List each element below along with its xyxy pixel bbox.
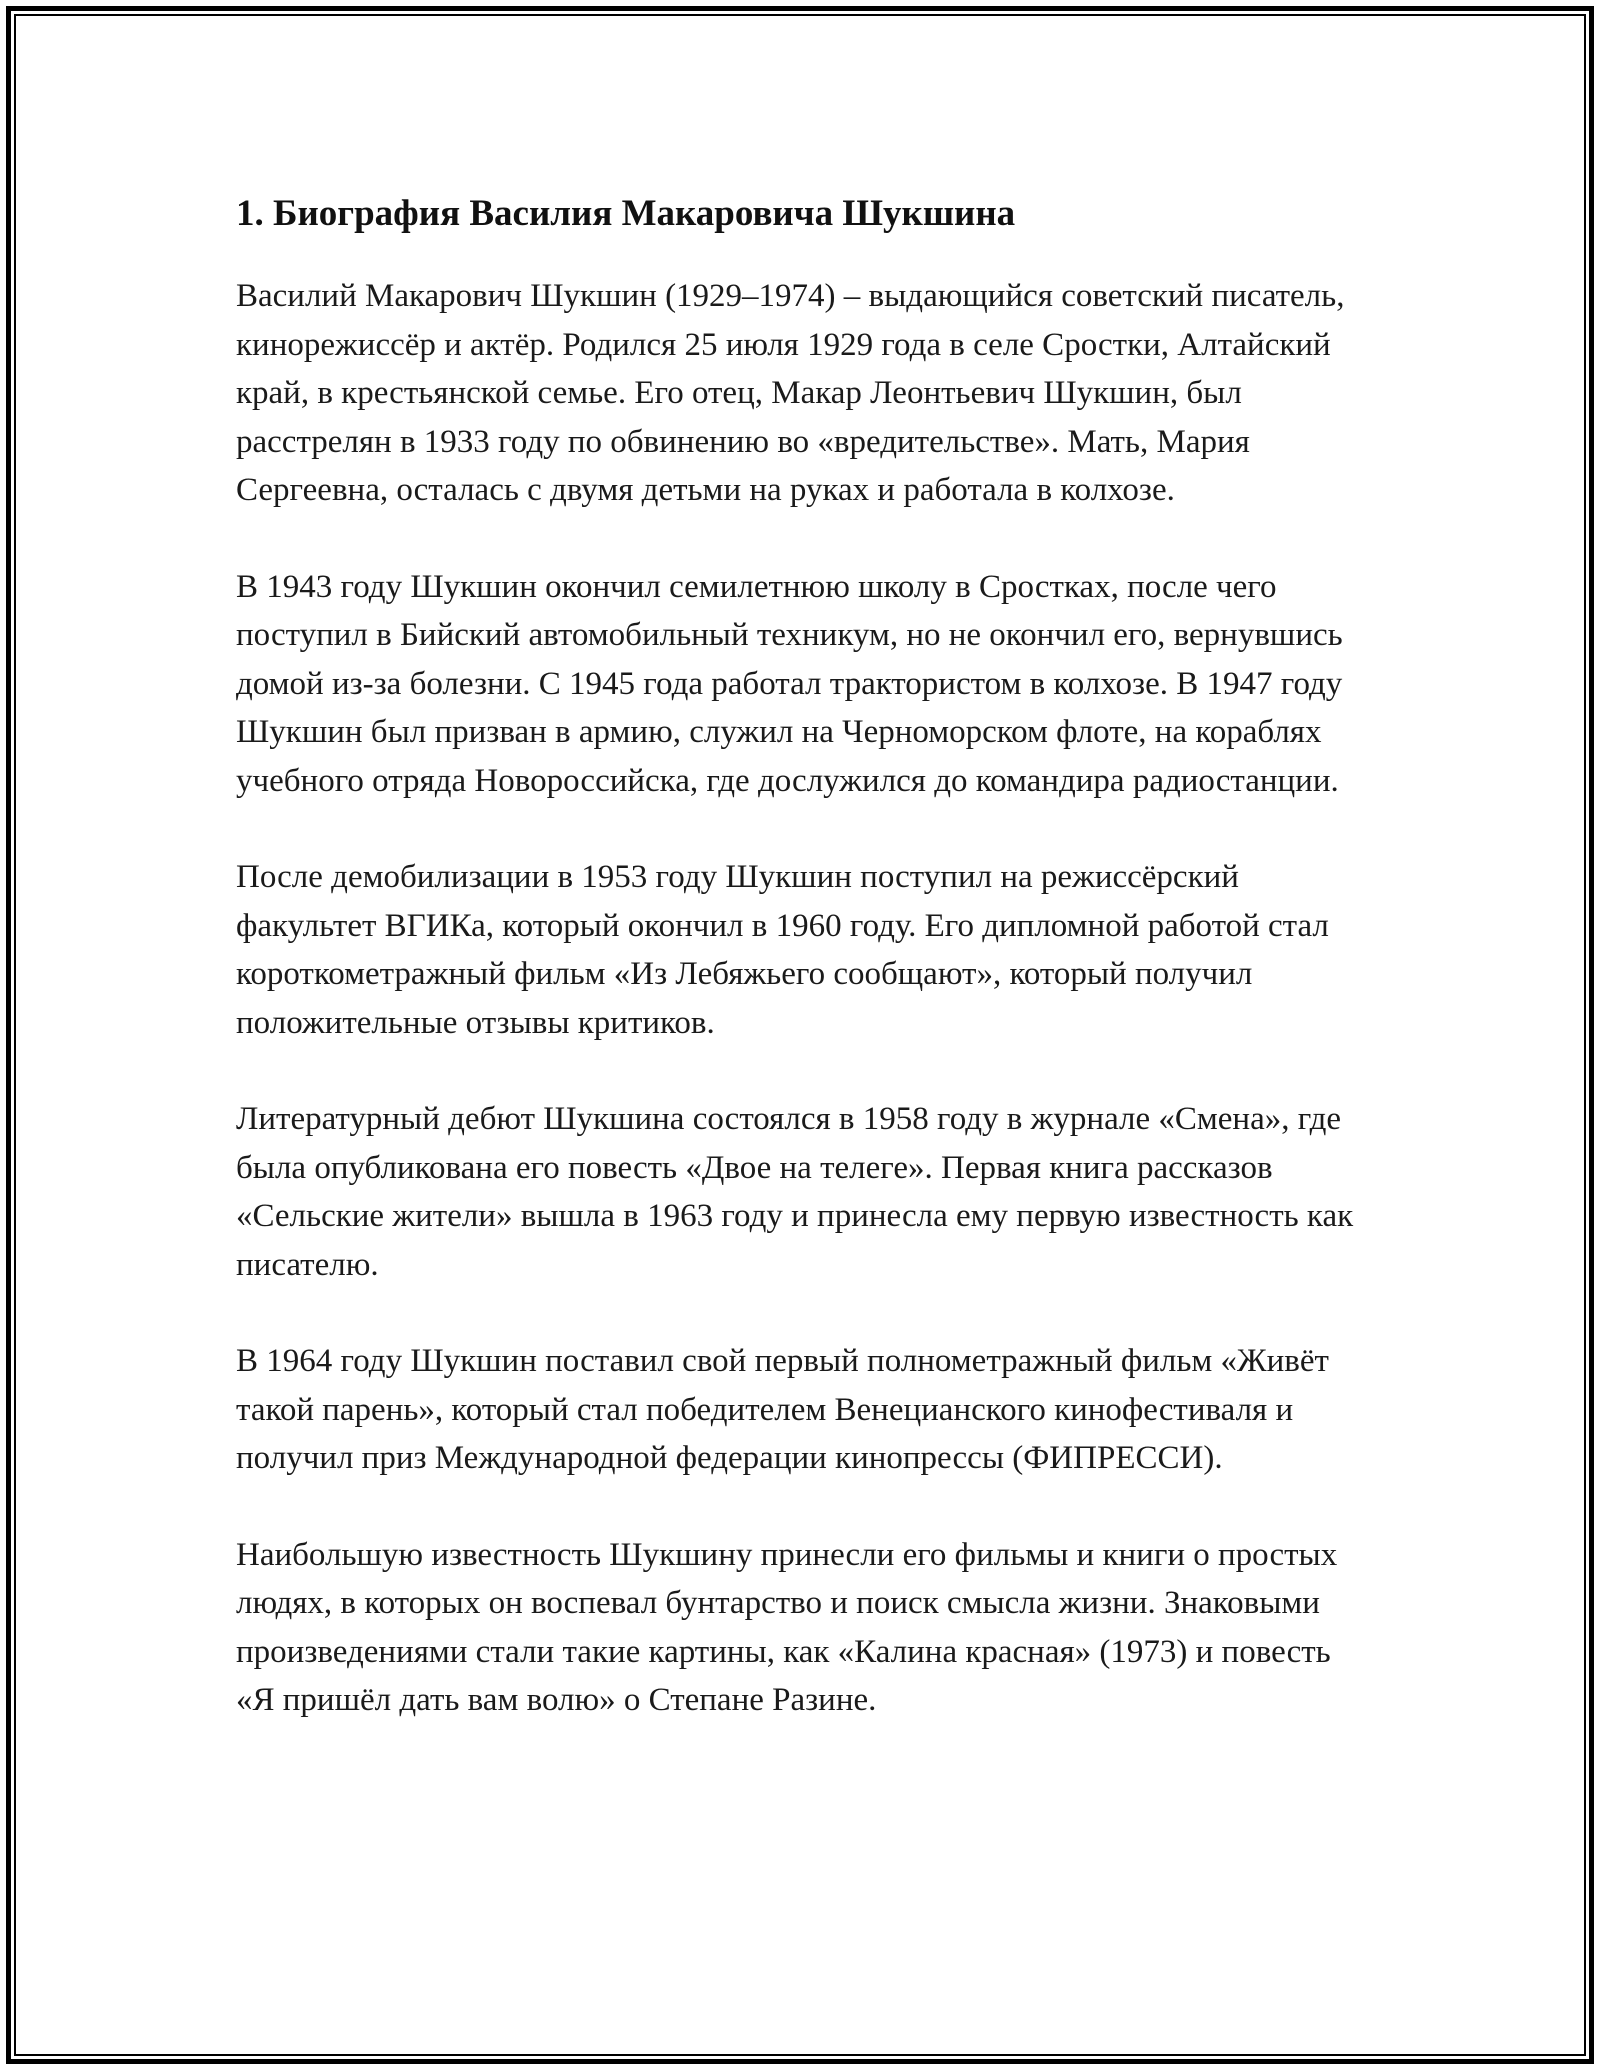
paragraph-literary-debut: Литературный дебют Шукшина состоялся в 1958 году в журнале «Смена», где была опубликована его повесть «Двое на телеге». Первая книга рассказов «Сельские жители» вышла в 1963 году и принесла ему первую известность как писателю. [236, 1101, 1354, 1283]
paragraph-early-life: Василий Макарович Шукшин (1929–1974) – выдающийся советский писатель, кинорежиссёр и актёр. Родился 25 июля 1929 года в селе Сростки, Алтайский край, в крестьянской семье. Его отец, Макар Леонтьевич Шукшин, был расстрелян в 1933 году по обвинению во «вредительстве». Мать, Мария Сергеевна, осталась с двумя детьми на руках и работала в колхозе. [236, 278, 1345, 508]
paragraph-school-army: В 1943 году Шукшин окончил семилетнюю школу в Сростках, после чего поступил в Бийский автомобильный техникум, но не окончил его, вернувшись домой из-за болезни. С 1945 года работал трактористом в колхозе. В 1947 году Шукшин был призван в армию, служил на Черноморском флоте, на кораблях учебного отряда Новороссийска, где дослужился до командира радиостанции. [236, 568, 1343, 799]
paragraph-first-feature-film: В 1964 году Шукшин поставил свой первый полнометражный фильм «Живёт такой парень», который стал победителем Венецианского кинофестиваля и получил приз Международной федерации кинопрессы (ФИПРЕССИ). [236, 1343, 1329, 1476]
document-body [236, 188, 1376, 1725]
paragraph-fame: Наибольшую известность Шукшину принесли его фильмы и книги о простых людях, в которых он воспевал бунтарство и поиск смысла жизни. Знаковыми произведениями стали такие картины, как «Калина красная» (1973) и повесть «Я пришёл дать вам волю» о Степане Разине. [236, 1536, 1338, 1718]
section-title: 1. Биография Василия Макаровича Шукшина [236, 193, 1016, 234]
paragraph-vgik: После демобилизации в 1953 году Шукшин поступил на режиссёрский факультет ВГИКа, который окончил в 1960 году. Его дипломной работой стал короткометражный фильм «Из Лебяжьего сообщают», который получил положительные отзывы критиков. [236, 859, 1329, 1041]
